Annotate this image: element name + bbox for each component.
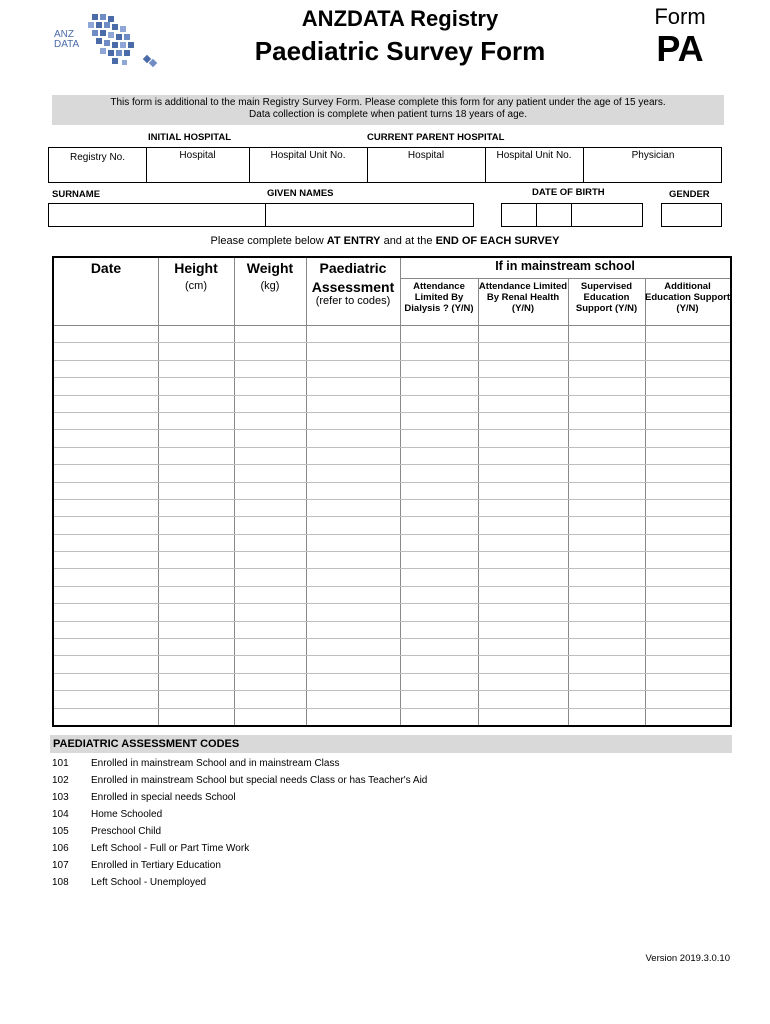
table-row-line (54, 603, 730, 604)
code-description: Enrolled in mainstream School but special needs Class or has Teacher's Aid (91, 775, 428, 786)
intro-note-line1: This form is additional to the main Registry Survey Form. Please complete this form for any patient under the age of 15 years. (110, 97, 666, 108)
codes-title: PAEDIATRIC ASSESSMENT CODES (50, 735, 732, 753)
table-row-line (54, 464, 730, 465)
col-assessment-line1: Paediatric (319, 260, 387, 276)
instruction-line (0, 235, 770, 247)
table-row-line (54, 342, 730, 343)
col-height-unit: (cm) (185, 280, 207, 292)
surname-input[interactable] (48, 203, 266, 227)
logo-text-anz: ANZ (54, 29, 74, 40)
form-word: Form (654, 4, 706, 29)
col-supervised-header: Supervised Education Support (Y/N) (575, 281, 638, 314)
dob-label: DATE OF BIRTH (532, 187, 605, 198)
current-hospital-field[interactable] (367, 150, 485, 161)
instruction-middle: and at the (380, 235, 436, 247)
dob-day-input[interactable] (501, 203, 537, 227)
current-parent-hospital-label: CURRENT PARENT HOSPITAL (367, 132, 505, 143)
table-row-line (54, 690, 730, 691)
surname-label: SURNAME (52, 189, 101, 200)
mainstream-group-header: If in mainstream school (495, 259, 635, 273)
col-weight-unit: (kg) (260, 280, 280, 292)
col-assessment-note: (refer to codes) (315, 295, 391, 307)
code-number: 106 (52, 843, 69, 854)
intro-note-line2: Data collection is complete when patient turns 18 years of age. (249, 109, 527, 120)
table-row-line (54, 586, 730, 587)
code-number: 103 (52, 792, 69, 803)
code-number: 102 (52, 775, 69, 786)
table-row-line (54, 360, 730, 361)
registry-no-label: Registry No. (69, 152, 125, 163)
table-row-line (54, 673, 730, 674)
table-row-line (54, 412, 730, 413)
code-number: 107 (52, 860, 69, 871)
given-names-label: GIVEN NAMES (267, 188, 334, 199)
table-row-line (54, 395, 730, 396)
initial-hospital-label: INITIAL HOSPITAL (148, 132, 232, 143)
col-weight-header: Weight (246, 260, 294, 276)
physician-label: Physician (631, 150, 675, 161)
col-height-header: Height (174, 260, 218, 276)
hospital-fields-box (48, 147, 722, 183)
table-row-line (54, 499, 730, 500)
table-row-line (54, 708, 730, 709)
table-row-line (54, 482, 730, 483)
dob-year-input[interactable] (571, 203, 643, 227)
given-names-input[interactable] (265, 203, 474, 227)
instruction-at-entry: AT ENTRY (326, 235, 381, 247)
dob-month-input[interactable] (536, 203, 572, 227)
gender-label: GENDER (669, 189, 710, 200)
col-date-header: Date (90, 260, 122, 276)
survey-table (52, 256, 732, 727)
table-row-line (54, 377, 730, 378)
table-row-line (54, 516, 730, 517)
initial-hospital-unit-field[interactable] (249, 150, 367, 161)
col-assessment-line2: Assessment (311, 279, 395, 295)
code-description: Left School - Full or Part Time Work (91, 843, 250, 854)
col-attendance-renal-header: Attendance Limited By Renal Health (Y/N) (478, 281, 568, 314)
code-number: 108 (52, 877, 69, 888)
table-row-line (54, 638, 730, 639)
gender-input[interactable] (661, 203, 722, 227)
current-hospital-field-label: Hospital (407, 150, 445, 161)
instruction-end-survey: END OF EACH SURVEY (435, 235, 560, 247)
form-code: PA (656, 28, 704, 69)
col-additional-header: Additional Education Support (Y/N) (645, 281, 730, 314)
table-row-line (54, 568, 730, 569)
table-row-line (54, 655, 730, 656)
code-number: 101 (52, 758, 69, 769)
code-description: Preschool Child (91, 826, 162, 837)
physician-field[interactable] (583, 150, 723, 161)
logo-text-data: DATA (54, 39, 80, 50)
anzdata-logo (52, 10, 160, 70)
table-row-line (54, 447, 730, 448)
table-row-line (54, 534, 730, 535)
intro-note (52, 95, 724, 125)
table-row-line (54, 551, 730, 552)
code-description: Left School - Unemployed (91, 877, 207, 888)
code-number: 104 (52, 809, 69, 820)
initial-hospital-unit-label: Hospital Unit No. (270, 150, 346, 161)
initial-hospital-field[interactable] (146, 150, 249, 161)
form-title: Paediatric Survey Form (254, 36, 546, 66)
current-hospital-unit-field[interactable] (485, 150, 583, 161)
version-text: Version 2019.3.0.10 (645, 953, 730, 964)
code-number: 105 (52, 826, 69, 837)
current-hospital-unit-label: Hospital Unit No. (496, 150, 572, 161)
code-description: Enrolled in Tertiary Education (91, 860, 221, 871)
code-description: Enrolled in mainstream School and in mainstream Class (91, 758, 340, 769)
code-description: Home Schooled (91, 809, 163, 820)
col-attendance-dialysis-header: Attendance Limited By Dialysis ? (Y/N) (404, 281, 474, 314)
initial-hospital-field-label: Hospital (179, 150, 216, 161)
table-row-line (54, 429, 730, 430)
code-description: Enrolled in special needs School (91, 792, 236, 803)
registry-no-field[interactable] (49, 152, 146, 163)
org-title: ANZDATA Registry (301, 6, 499, 31)
table-row-line (54, 621, 730, 622)
instruction-prefix: Please complete below (210, 235, 327, 247)
